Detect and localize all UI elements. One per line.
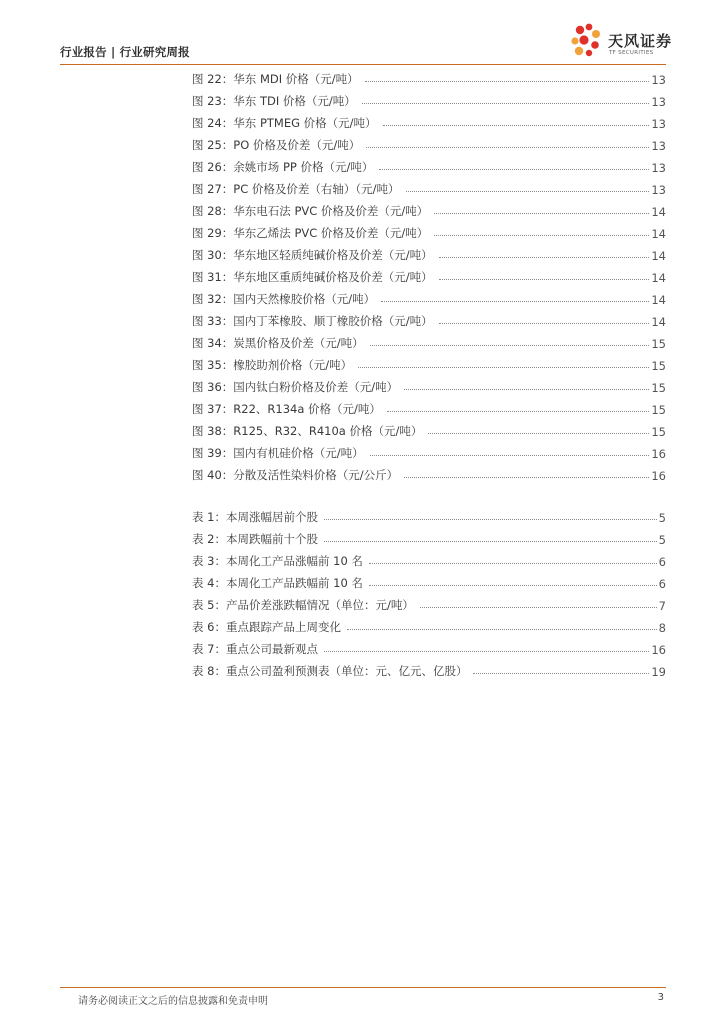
- toc-entry[interactable]: [192, 525, 666, 547]
- toc-entry[interactable]: [192, 461, 666, 483]
- toc-entry[interactable]: [192, 503, 666, 525]
- toc-entry-page: 5: [658, 511, 666, 525]
- toc-entry-label: 表 8：重点公司盈利预测表（单位：元、亿元、亿股）: [192, 664, 468, 678]
- toc-entry-page: 15: [651, 381, 666, 395]
- page-number: 3: [657, 992, 664, 1003]
- toc-entry-page: 14: [651, 315, 666, 329]
- dot-leader: [420, 606, 657, 608]
- toc-entry-page: 7: [658, 599, 666, 613]
- toc-entry-label: 图 39：国内有机硅价格（元/吨）: [192, 446, 364, 460]
- dot-leader: [370, 454, 650, 456]
- dot-leader: [404, 388, 649, 390]
- dot-leader: [473, 672, 649, 674]
- dot-leader: [439, 322, 650, 324]
- footer-disclaimer: 请务必阅读正文之后的信息披露和免责申明: [78, 996, 268, 1007]
- dot-leader: [379, 168, 649, 170]
- toc-entry-page: 13: [651, 73, 666, 87]
- dot-leader: [439, 256, 650, 258]
- toc-entry[interactable]: [192, 657, 666, 679]
- toc-entry-label: 图 32：国内天然橡胶价格（元/吨）: [192, 292, 376, 306]
- dot-leader: [434, 212, 649, 214]
- dot-leader: [387, 410, 649, 412]
- toc-entry-label: 图 22：华东 MDI 价格（元/吨）: [192, 72, 359, 86]
- toc-entry[interactable]: [192, 635, 666, 657]
- report-type-title: 行业报告 | 行业研究周报: [60, 45, 190, 59]
- toc-entry-page: 14: [651, 249, 666, 263]
- toc-entry-page: 6: [658, 555, 666, 569]
- dot-leader: [369, 584, 657, 586]
- toc-entry[interactable]: [192, 569, 666, 591]
- toc-entry-label: 图 31：华东地区重质纯碱价格及价差（元/吨）: [192, 270, 433, 284]
- toc-entry-page: 19: [651, 665, 666, 679]
- dot-leader: [406, 190, 650, 192]
- toc-entry-label: 表 5：产品价差涨跌幅情况（单位：元/吨）: [192, 598, 414, 612]
- toc-entry-label: 图 27：PC 价格及价差（右轴）（元/吨）: [192, 182, 400, 196]
- toc-entry-page: 15: [651, 337, 666, 351]
- toc-entry-page: 13: [651, 183, 666, 197]
- toc-entry[interactable]: [192, 417, 666, 439]
- dot-leader: [383, 124, 650, 126]
- dot-leader: [370, 344, 650, 346]
- toc-entry[interactable]: [192, 263, 666, 285]
- toc-entry[interactable]: [192, 87, 666, 109]
- toc-entry-label: 图 29：华东乙烯法 PVC 价格及价差（元/吨）: [192, 226, 429, 240]
- dot-leader: [369, 562, 657, 564]
- toc-entry-page: 13: [651, 117, 666, 131]
- toc-entry-page: 15: [651, 425, 666, 439]
- toc-entry-page: 16: [651, 643, 666, 657]
- toc-entry-label: 图 33：国内丁苯橡胶、顺丁橡胶价格（元/吨）: [192, 314, 433, 328]
- dot-leader: [381, 300, 649, 302]
- toc-entry-label: 图 30：华东地区轻质纯碱价格及价差（元/吨）: [192, 248, 433, 262]
- toc-entry[interactable]: [192, 197, 666, 219]
- toc-entry[interactable]: [192, 307, 666, 329]
- toc-entry[interactable]: [192, 547, 666, 569]
- toc-entry-label: 图 24：华东 PTMEG 价格（元/吨）: [192, 116, 377, 130]
- toc-entry[interactable]: [192, 241, 666, 263]
- toc-entry[interactable]: [192, 109, 666, 131]
- toc-entry-label: 表 2：本周跌幅前十个股: [192, 532, 318, 546]
- toc-entry[interactable]: [192, 395, 666, 417]
- toc-entry-label: 图 26：余姚市场 PP 价格（元/吨）: [192, 160, 374, 174]
- toc-entry-page: 14: [651, 205, 666, 219]
- toc-entry[interactable]: [192, 219, 666, 241]
- toc-entry[interactable]: [192, 131, 666, 153]
- toc-entry[interactable]: [192, 175, 666, 197]
- dot-leader: [366, 146, 649, 148]
- toc-entry-page: 16: [651, 447, 666, 461]
- toc-entry[interactable]: [192, 285, 666, 307]
- dot-leader: [434, 234, 649, 236]
- toc-entry-page: 13: [651, 161, 666, 175]
- toc-entry[interactable]: [192, 613, 666, 635]
- flower-logo-icon: [570, 22, 606, 62]
- section-gap: [192, 483, 666, 503]
- table-list: [192, 503, 666, 679]
- toc-entry-label: 图 25：PO 价格及价差（元/吨）: [192, 138, 361, 152]
- toc-entry[interactable]: [192, 373, 666, 395]
- logo-chinese-text: 天风证券: [608, 32, 673, 50]
- toc-entry-page: 15: [651, 403, 666, 417]
- toc-entry-label: 图 34：炭黑价格及价差（元/吨）: [192, 336, 364, 350]
- dot-leader: [324, 518, 657, 520]
- toc-entry-label: 图 40：分散及活性染料价格（元/公斤）: [192, 468, 399, 482]
- toc-entry-label: 图 28：华东电石法 PVC 价格及价差（元/吨）: [192, 204, 429, 218]
- toc-entry-label: 表 3：本周化工产品涨幅前 10 名: [192, 554, 363, 568]
- toc-entry-label: 表 6：重点跟踪产品上周变化: [192, 620, 341, 634]
- logo-english-text: TF SECURITIES: [609, 50, 654, 56]
- dot-leader: [324, 650, 649, 652]
- toc-entry-page: 13: [651, 139, 666, 153]
- toc-entry-page: 16: [651, 469, 666, 483]
- footer-divider: [60, 987, 666, 988]
- toc-entry[interactable]: [192, 439, 666, 461]
- toc-entry-label: 表 4：本周化工产品跌幅前 10 名: [192, 576, 363, 590]
- dot-leader: [347, 628, 657, 630]
- toc-entry-label: 图 23：华东 TDI 价格（元/吨）: [192, 94, 356, 108]
- toc-entry-page: 5: [658, 533, 666, 547]
- toc-entry-label: 图 35：橡胶助剂价格（元/吨）: [192, 358, 353, 372]
- dot-leader: [324, 540, 657, 542]
- toc-entry-label: 表 7：重点公司最新观点: [192, 642, 318, 656]
- dot-leader: [404, 476, 649, 478]
- toc-entry-label: 图 37：R22、R134a 价格（元/吨）: [192, 402, 381, 416]
- figure-list: [192, 65, 666, 483]
- toc-entry[interactable]: [192, 65, 666, 87]
- table-of-contents: [192, 65, 666, 679]
- toc-entry-page: 6: [658, 577, 666, 591]
- toc-entry[interactable]: [192, 153, 666, 175]
- toc-entry[interactable]: [192, 351, 666, 373]
- tf-securities-logo: [570, 22, 680, 62]
- toc-entry-label: 表 1：本周涨幅居前个股: [192, 510, 318, 524]
- toc-entry-page: 14: [651, 271, 666, 285]
- toc-entry[interactable]: [192, 329, 666, 351]
- dot-leader: [358, 366, 649, 368]
- dot-leader: [439, 278, 650, 280]
- toc-entry-page: 8: [658, 621, 666, 635]
- dot-leader: [362, 102, 650, 104]
- dot-leader: [428, 432, 649, 434]
- toc-entry-page: 14: [651, 293, 666, 307]
- toc-entry-page: 15: [651, 359, 666, 373]
- toc-entry[interactable]: [192, 591, 666, 613]
- toc-entry-label: 图 36：国内钛白粉价格及价差（元/吨）: [192, 380, 399, 394]
- toc-entry-page: 13: [651, 95, 666, 109]
- toc-entry-label: 图 38：R125、R32、R410a 价格（元/吨）: [192, 424, 423, 438]
- dot-leader: [365, 80, 650, 82]
- toc-entry-page: 14: [651, 227, 666, 241]
